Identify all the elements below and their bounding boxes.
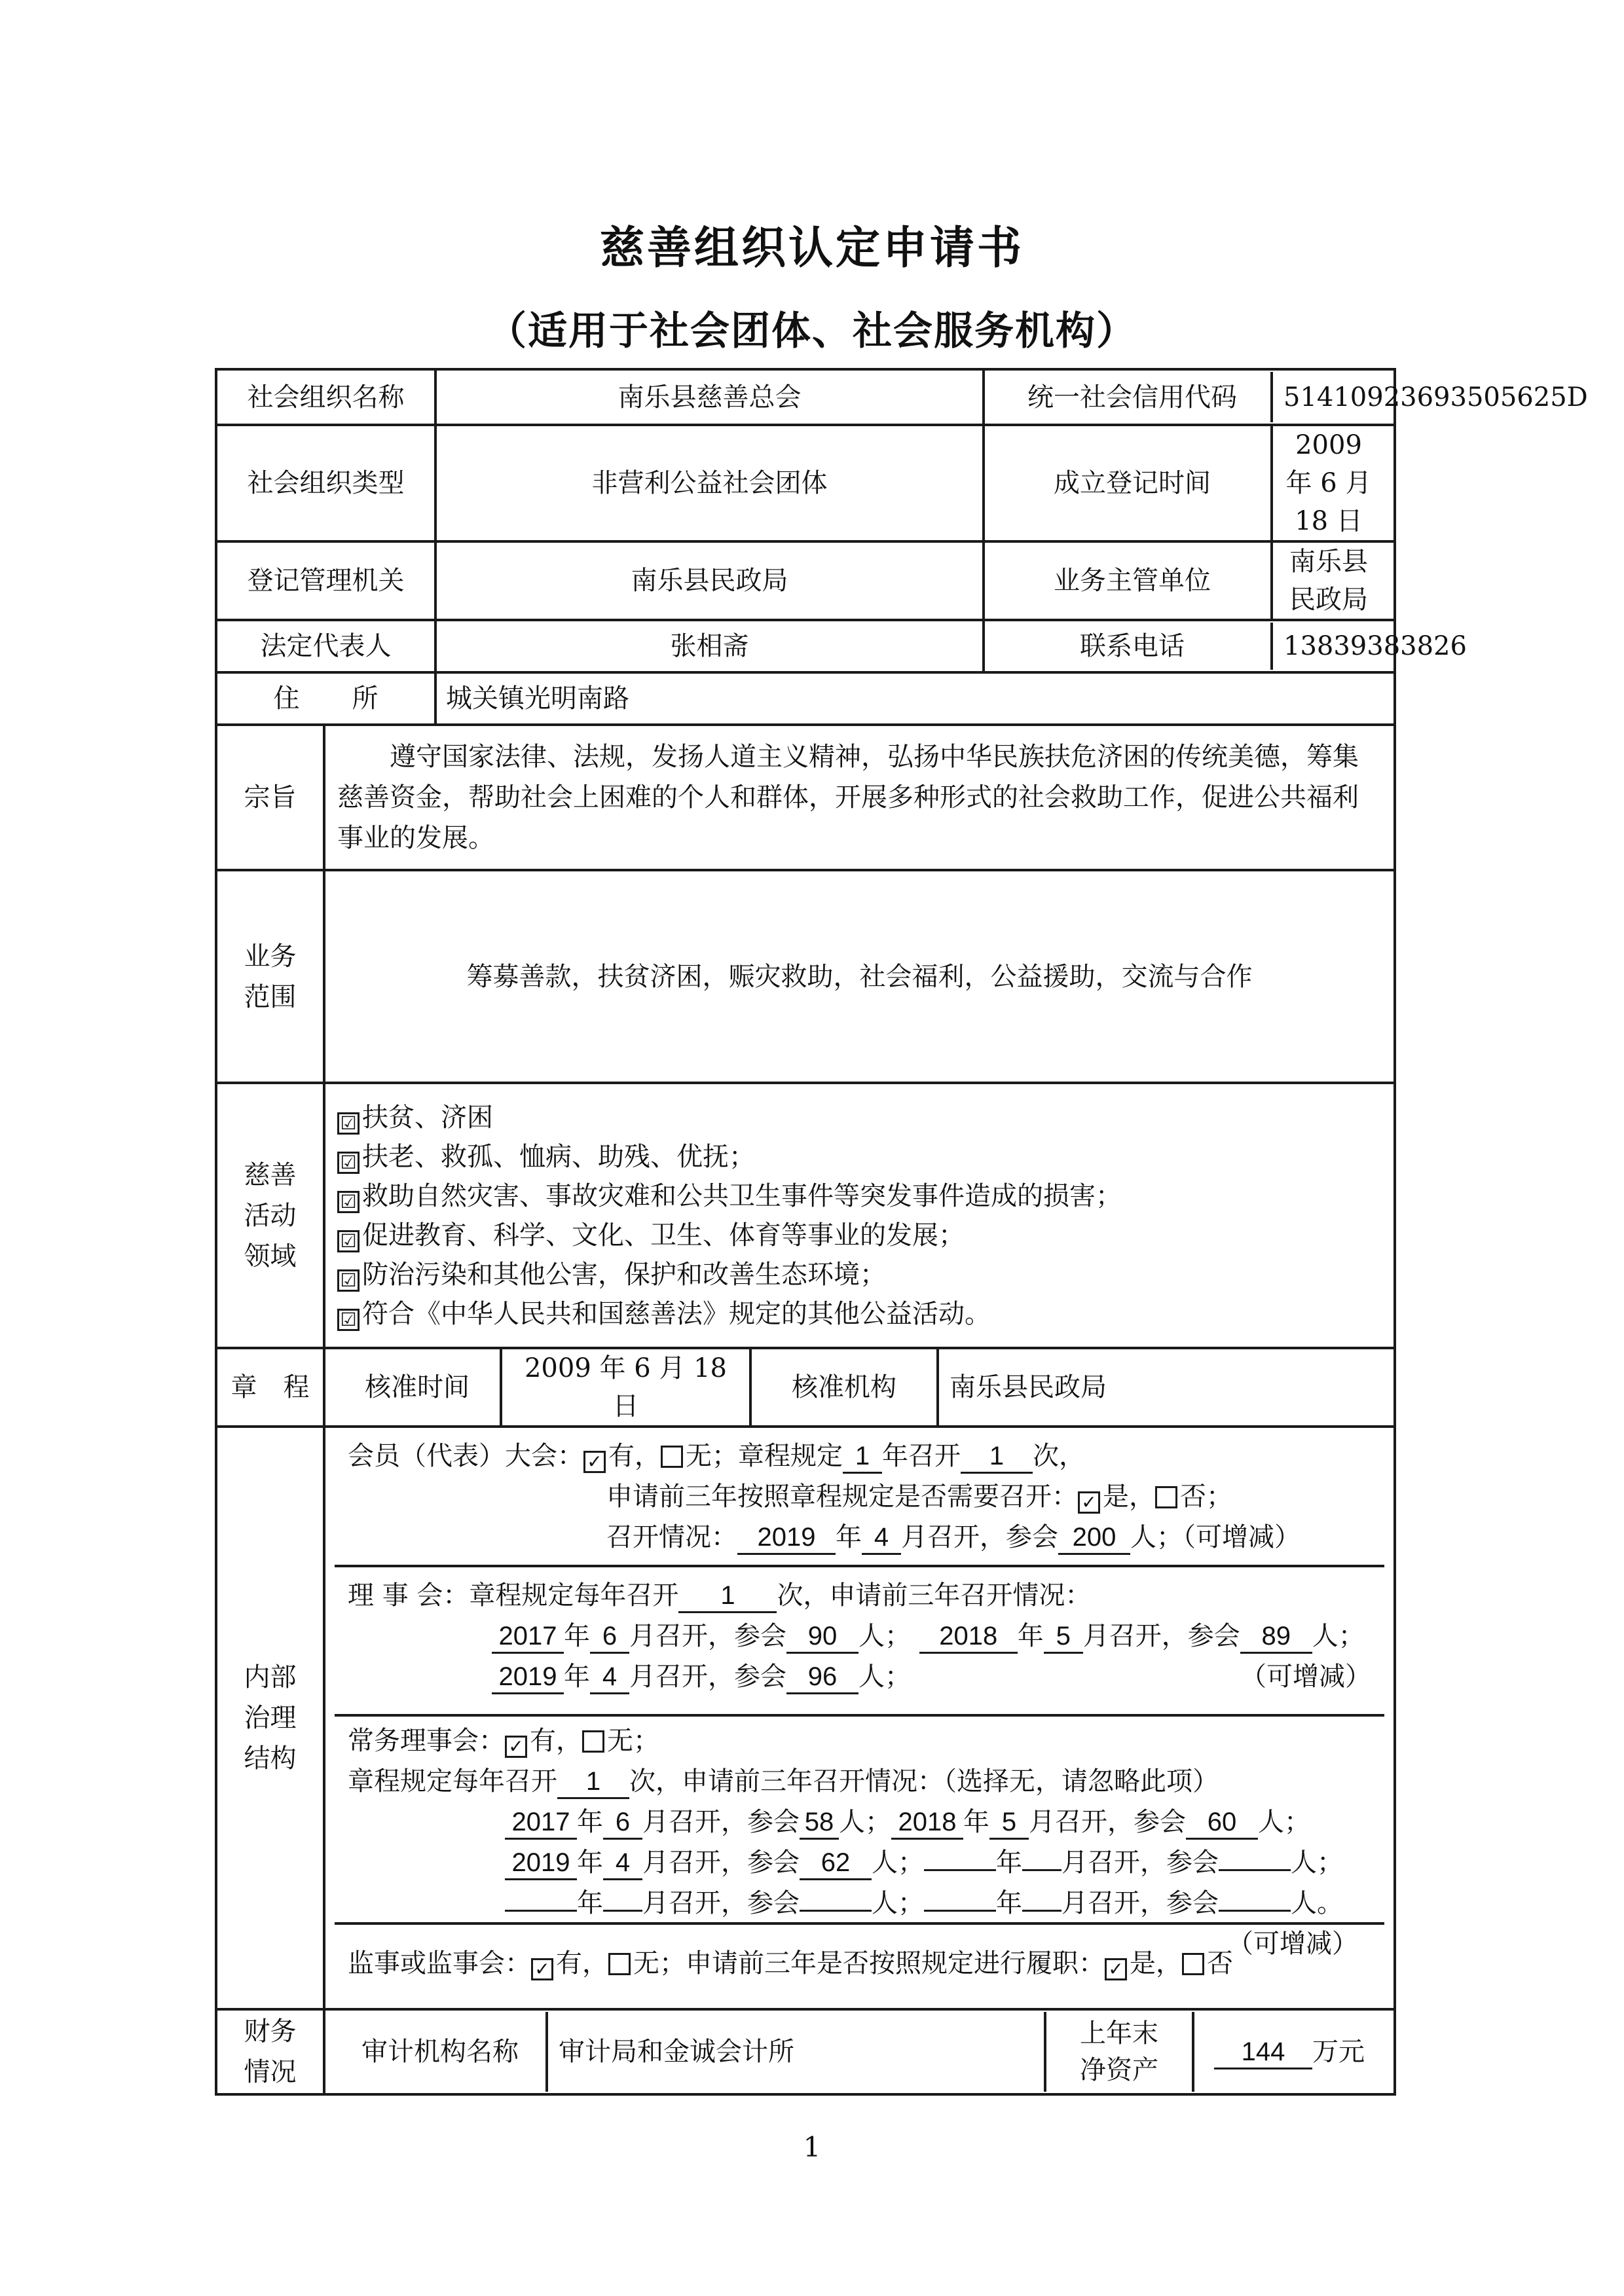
page-subtitle: （适用于社会团体、社会服务机构）: [487, 308, 1137, 354]
checked-box-icon: ✓: [1078, 1491, 1100, 1514]
reg-time-value: 2009 年 6 月 18 日: [1285, 430, 1372, 536]
assembly-section: 会员（代表）大会： ✓ 有， 无；章程规定 1 年召开 1 次， 申请前三年按照章程规定是否需要召开： ✓ 是， 否； 召开情况： 2019 年 4 月召开，参会 200 人；（可增减）: [335, 1428, 1384, 1567]
charity-field-item: ☑ 防治污染和其他公害，保护和改善生态环境；: [337, 1255, 1382, 1294]
charity-field-item: ☑ 符合《中华人民共和国慈善法》规定的其他公益活动。: [337, 1294, 1382, 1334]
row-business-scope: [216, 870, 1395, 1083]
address-value: 城关镇光明南路: [435, 672, 1395, 725]
assembly-held-month: 4: [862, 1522, 901, 1555]
approve-org-value: 南乐县民政局: [950, 1372, 1107, 1402]
scope-label-line1: 业务: [244, 941, 297, 972]
net-assets-label-line1: 上年末: [1080, 2018, 1158, 2049]
page-number: 1: [803, 2131, 821, 2163]
reg-time-label: 成立登记时间: [994, 426, 1272, 540]
address-label: 住 所: [216, 672, 435, 725]
purpose-label: 宗旨: [216, 725, 324, 870]
page-title: 慈善组织认定申请书: [599, 223, 1024, 274]
standing-note: （可增减）: [1227, 1929, 1358, 1959]
legal-rep-value: 张相斋: [435, 620, 984, 672]
governance-label-line2: 治理: [244, 1703, 297, 1733]
checked-box-icon: ✓: [1105, 1958, 1127, 1980]
credit-code-label: 统一社会信用代码: [994, 372, 1272, 422]
row-address: [216, 672, 1395, 725]
standing-council-section: 常务理事会： ✓ 有， 无； 章程规定每年召开 1 次，申请前三年召开情况：（选择无，请忽略此项） 2017 年 6 月召开，参会 58 人； 2018 年 5 月召开，参会 60 人； 2019 年 4 月召开，参会 62 人； 年 月召开，参会 人； 年 月召开，参会 人； 年 月召开，参会 人。 （可增减）: [335, 1717, 1384, 1925]
charity-field-item: ☑ 扶贫、济困: [337, 1098, 1382, 1137]
checked-box-icon: ☑: [337, 1191, 360, 1213]
finance-label: [216, 2009, 324, 2094]
empty-box-icon: [582, 1730, 604, 1753]
audit-org-label: 审计机构名称: [335, 2012, 547, 2092]
charity-field-item: ☑ 促进教育、科学、文化、卫生、体育等事业的发展；: [337, 1216, 1382, 1255]
checked-box-icon: ☑: [337, 1152, 360, 1174]
row-purpose: [216, 725, 1395, 870]
org-name-label: 社会组织名称: [216, 369, 435, 425]
credit-code-value: 51410923693505625D: [1283, 382, 1588, 412]
net-assets-amount: 144: [1214, 2036, 1312, 2069]
checked-box-icon: ☑: [337, 1230, 360, 1252]
purpose-text: 遵守国家法律、法规，发扬人道主义精神，弘扬中华民族扶危济困的传统美德，筹集慈善资金，帮助社会上困难的个人和群体，开展多种形式的社会救助工作，促进公共福利事业的发展。: [324, 725, 1395, 870]
governance-label-line1: 内部: [244, 1662, 297, 1692]
empty-box-icon: [1182, 1953, 1204, 1975]
checked-box-icon: ✓: [583, 1451, 606, 1473]
charity-fields-label-line1: 慈善: [244, 1159, 297, 1190]
approve-time-label: 核准时间: [335, 1349, 501, 1425]
phone-value: 13839383826: [1283, 631, 1467, 661]
checked-box-icon: ✓: [531, 1958, 553, 1980]
supervisor-unit-label: 业务主管单位: [994, 543, 1272, 619]
net-assets-label: [1045, 2012, 1193, 2092]
audit-org-value: 审计局和金诚会计所: [547, 2012, 1045, 2092]
approve-org-label: 核准机构: [750, 1349, 938, 1425]
row-charity-fields: [216, 1083, 1395, 1348]
charity-field-item: ☑ 扶老、救孤、恤病、助残、优抚；: [337, 1137, 1382, 1176]
reg-authority-label: 登记管理机关: [216, 541, 435, 620]
checked-box-icon: ✓: [505, 1736, 527, 1758]
org-type-value: 非营利公益社会团体: [435, 425, 984, 541]
org-type-label: 社会组织类型: [216, 425, 435, 541]
standing-times: 1: [557, 1766, 629, 1799]
charity-fields-label: [216, 1083, 324, 1348]
assembly-times: 1: [961, 1440, 1033, 1474]
charter-label: 章 程: [216, 1348, 324, 1427]
supervisor-unit-value: 南乐县民政局: [1289, 547, 1368, 615]
reg-authority-value: 南乐县民政局: [435, 541, 984, 620]
application-form-table: [215, 368, 1588, 2096]
assembly-years: 1: [843, 1440, 882, 1474]
checked-box-icon: ☑: [337, 1309, 360, 1331]
net-assets-unit: 万元: [1312, 2037, 1365, 2067]
row-legal-rep: [216, 620, 1395, 672]
governance-label-line3: 结构: [244, 1743, 297, 1774]
finance-label-line2: 情况: [244, 2057, 297, 2087]
empty-box-icon: [1155, 1486, 1177, 1508]
approve-time-value: 2009 年 6 月 18 日: [501, 1349, 750, 1425]
supervisor-section: 监事或监事会： ✓ 有， 无；申请前三年是否按照规定进行履职： ✓ 是， 否: [348, 1948, 1233, 1980]
row-org-name: [216, 369, 1395, 425]
scope-label: [216, 870, 324, 1083]
empty-box-icon: [661, 1446, 683, 1468]
charity-fields-list: [324, 1083, 1395, 1348]
scope-label-line2: 范围: [244, 981, 297, 1012]
org-name-value: 南乐县慈善总会: [435, 369, 984, 425]
row-governance: [216, 1427, 1395, 2009]
empty-box-icon: [608, 1953, 631, 1975]
assembly-attendees: 200: [1058, 1522, 1130, 1555]
phone-label: 联系电话: [994, 623, 1272, 670]
governance-label: [216, 1427, 324, 2009]
legal-rep-label: 法定代表人: [216, 620, 435, 672]
row-reg-authority: [216, 541, 1395, 620]
net-assets-value: [1193, 2012, 1384, 2092]
charity-fields-label-line2: 活动: [244, 1200, 297, 1231]
row-charter: [216, 1348, 1395, 1427]
charity-field-item: ☑ 救助自然灾害、事故灾难和公共卫生事件等突发事件造成的损害；: [337, 1176, 1382, 1216]
finance-label-line1: 财务: [244, 2016, 297, 2047]
checked-box-icon: ☑: [337, 1269, 360, 1292]
assembly-held-year: 2019: [737, 1522, 836, 1555]
net-assets-label-line2: 净资产: [1080, 2055, 1158, 2085]
checked-box-icon: ☑: [337, 1112, 360, 1135]
charity-fields-label-line3: 领域: [244, 1241, 297, 1271]
council-times: 1: [678, 1580, 777, 1613]
scope-text: 筹募善款，扶贫济困，赈灾救助，社会福利，公益援助，交流与合作: [324, 870, 1395, 1083]
council-section: 理 事 会：章程规定每年召开 1 次，申请前三年召开情况： 2017 年 6 月召开，参会 90 人； 2018 年 5 月召开，参会 89 人； 2019 年 4 月召开，参会 96 人； （可增减）: [335, 1567, 1384, 1717]
row-finance: [216, 2009, 1395, 2094]
row-org-type: [216, 425, 1395, 541]
